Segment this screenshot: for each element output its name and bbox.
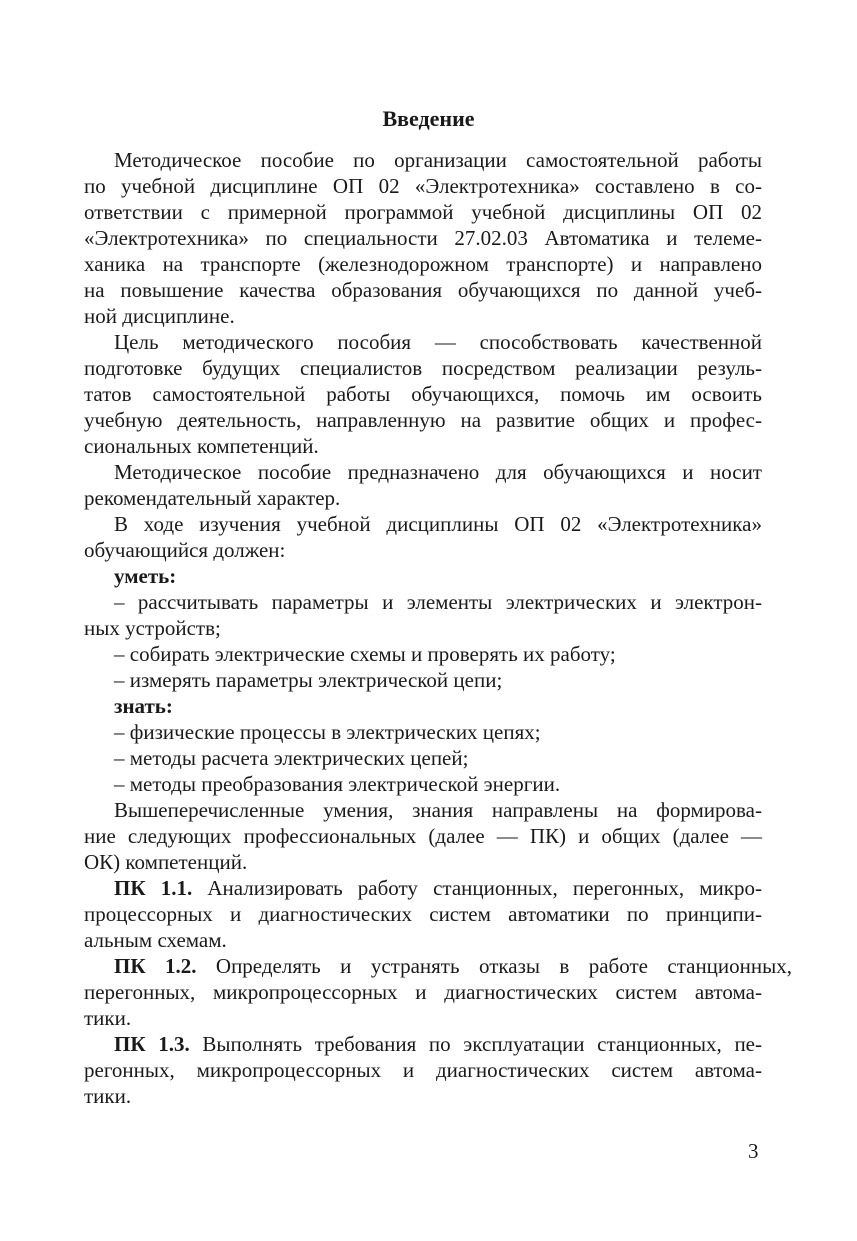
line-text: рекомендательный характер. xyxy=(84,486,341,510)
paragraph xyxy=(84,563,762,589)
text-line xyxy=(84,745,792,771)
text-line xyxy=(84,199,762,225)
line-text: – собирать электрические схемы и проверять их работу; xyxy=(114,642,616,666)
text-line xyxy=(84,277,762,303)
paragraph xyxy=(84,1031,762,1109)
line-text: ной дисциплине. xyxy=(84,304,235,328)
text-line xyxy=(84,303,762,329)
text-line xyxy=(84,1083,762,1109)
line-text: ных устройств; xyxy=(84,616,221,640)
text-line xyxy=(84,927,762,953)
paragraph xyxy=(84,771,762,797)
paragraph xyxy=(84,875,762,953)
line-text: Методическое пособие предназначено для обучающихся и носит xyxy=(114,460,762,484)
text-line xyxy=(84,641,792,667)
line-text: обучающийся должен: xyxy=(84,538,286,562)
text-line xyxy=(84,433,762,459)
text-line xyxy=(84,563,792,589)
line-text: регонных, микропроцессорных и диагностических систем автома- xyxy=(84,1058,762,1082)
text-line xyxy=(84,1057,762,1083)
text-line xyxy=(84,901,762,927)
text-line xyxy=(84,511,762,537)
text-line xyxy=(84,1005,762,1031)
line-text: – методы расчета электрических цепей; xyxy=(114,746,469,770)
line-text: – измерять параметры электрической цепи; xyxy=(114,668,503,692)
paragraph xyxy=(84,147,762,329)
bold-label: ПК 1.2. xyxy=(113,954,197,978)
text-line xyxy=(84,797,762,823)
text-line xyxy=(84,251,762,277)
line-text: подготовке будущих специалистов посредством реализации резуль- xyxy=(84,356,762,380)
text-line xyxy=(84,173,762,199)
text-line xyxy=(84,355,762,381)
text-line xyxy=(84,329,762,355)
bold-label: ПК 1.3. xyxy=(114,1032,190,1056)
paragraph xyxy=(84,511,762,563)
paragraph xyxy=(84,589,762,641)
page-number: 3 xyxy=(748,1139,759,1163)
line-text: учебную деятельность, направленную на развитие общих и профес- xyxy=(84,408,762,432)
text-line xyxy=(84,147,762,173)
line-text: татов самостоятельной работы обучающихся, помочь им освоить xyxy=(84,382,762,406)
text-line xyxy=(84,953,792,979)
line-text: Вышеперечисленные умения, знания направлены на формирова- xyxy=(114,798,762,822)
line-text: тики. xyxy=(84,1084,132,1108)
line-text: «Электротехника» по специальности 27.02.03 Автоматика и телеме- xyxy=(84,226,762,250)
text-line xyxy=(84,719,792,745)
text-line xyxy=(84,823,762,849)
text-line xyxy=(84,485,762,511)
text-line xyxy=(84,615,762,641)
paragraph xyxy=(84,329,762,459)
paragraph xyxy=(84,953,792,1031)
text-line xyxy=(84,381,762,407)
text-line xyxy=(84,693,792,719)
text-line xyxy=(84,589,762,615)
line-text: ние следующих профессиональных (далее — ПК) и общих (далее — xyxy=(84,824,762,848)
line-text: по учебной дисциплине ОП 02 «Электротехника» составлено в со- xyxy=(84,174,762,198)
text-line xyxy=(84,771,792,797)
line-text: – физические процессы в электрических цепях; xyxy=(114,720,541,744)
line-text: ханика на транспорте (железнодорожном транспорте) и направлено xyxy=(84,252,762,276)
line-text: процессорных и диагностических систем автоматики по принципи- xyxy=(84,902,762,926)
line-text: тики. xyxy=(84,1006,132,1030)
paragraph xyxy=(84,459,762,511)
line-text: сиональных компетенций. xyxy=(84,434,319,458)
line-text: ответствии с примерной программой учебной дисциплины ОП 02 xyxy=(84,200,762,224)
text-line xyxy=(84,667,792,693)
text-line xyxy=(84,979,762,1005)
line-text: В ходе изучения учебной дисциплины ОП 02 «Электротехника» xyxy=(114,512,762,536)
text-line xyxy=(84,849,762,875)
document-body xyxy=(84,147,792,1109)
paragraph xyxy=(84,667,762,693)
line-text: – методы преобразования электрической энергии. xyxy=(114,772,561,796)
line-text: на повышение качества образования обучающихся по данной учеб- xyxy=(84,278,762,302)
text-line xyxy=(84,537,762,563)
bold-label: ПК 1.1. xyxy=(114,876,193,900)
bold-label: уметь: xyxy=(114,564,177,588)
line-text: перегонных, микропроцессорных и диагностических систем автома- xyxy=(84,980,762,1004)
bold-label: знать: xyxy=(114,694,173,718)
paragraph xyxy=(84,693,762,719)
line-text: альным схемам. xyxy=(84,928,227,952)
line-text: Анализировать работу станционных, перегонных, микро- xyxy=(192,876,762,900)
text-line xyxy=(84,407,762,433)
paragraph xyxy=(84,641,762,667)
line-text: Цель методического пособия — способствовать качественной xyxy=(114,330,762,354)
line-text: – рассчитывать параметры и элементы электрических и электрон- xyxy=(114,590,762,614)
line-text: Методическое пособие по организации самостоятельной работы xyxy=(114,148,762,172)
paragraph xyxy=(84,745,762,771)
paragraph xyxy=(84,719,762,745)
text-line xyxy=(84,459,762,485)
line-text: ОК) компетенций. xyxy=(84,850,248,874)
text-line xyxy=(84,1031,762,1057)
text-line xyxy=(84,225,762,251)
line-text: Выполнять требования по эксплуатации станционных, пе- xyxy=(189,1032,762,1056)
page-title: Введение xyxy=(382,106,475,131)
paragraph xyxy=(84,797,762,875)
text-line xyxy=(84,875,762,901)
line-text: Определять и устранять отказы в работе станционных, xyxy=(196,954,792,978)
